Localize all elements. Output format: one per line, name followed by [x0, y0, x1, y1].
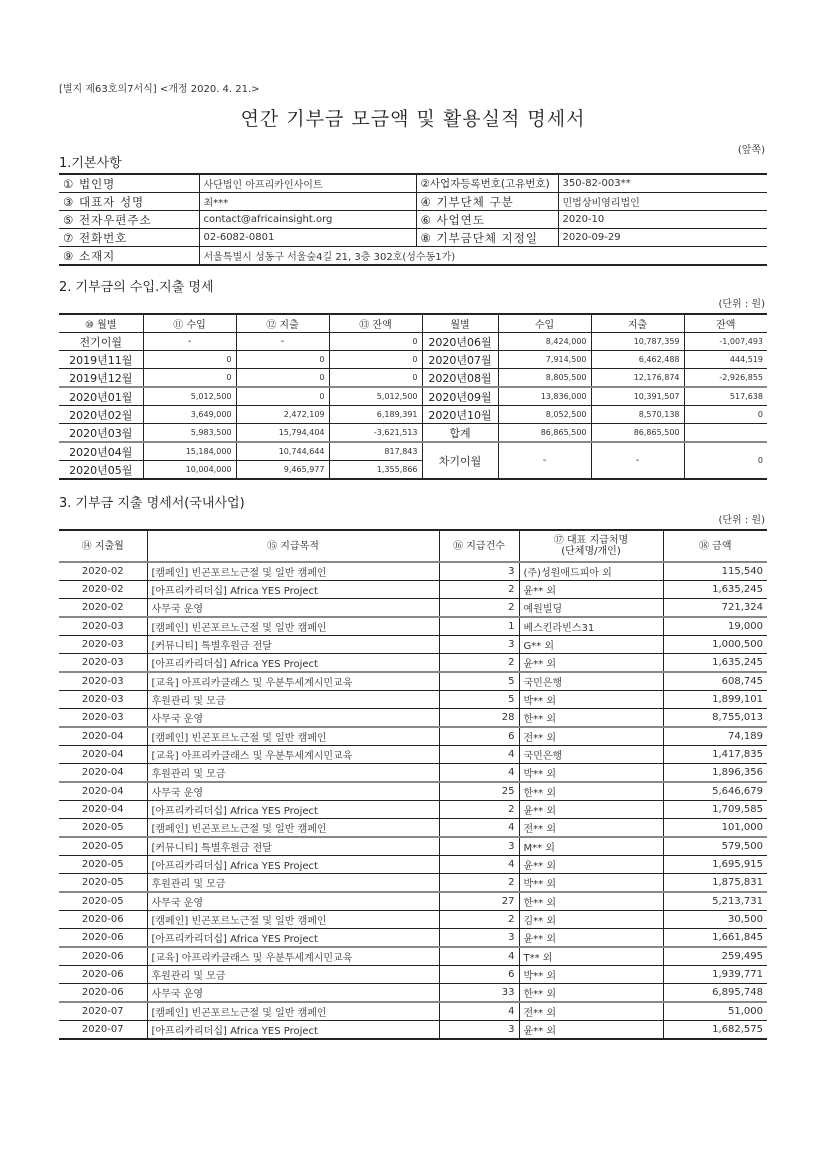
balance-cell: 5,012,500	[329, 387, 422, 406]
purpose-cell: [교육] 아프리카클래스 및 우분투세계시민교육	[147, 947, 439, 966]
purpose-cell: 후원관리 및 모금	[147, 691, 439, 709]
total-expense: 86,865,500	[591, 424, 684, 443]
amount-cell: 115,540	[663, 562, 767, 581]
month-cell: 2020-04	[59, 782, 147, 801]
expense-row	[59, 654, 767, 673]
purpose-cell: 후원관리 및 모금	[147, 966, 439, 984]
expense-cell: 12,176,874	[591, 369, 684, 388]
purpose-cell: [아프리카리더십] Africa YES Project	[147, 929, 439, 948]
expense-cell: 15,794,404	[236, 424, 329, 443]
field-label: ④ 기부단체 구분	[416, 193, 558, 211]
month-cell: 2020년05월	[59, 461, 143, 480]
carryover-balance: 0	[684, 442, 767, 479]
income-cell: 0	[143, 369, 236, 388]
recipient-cell: 윤** 외	[519, 654, 663, 673]
count-cell: 2	[439, 599, 519, 618]
month-cell: 2020-02	[59, 581, 147, 599]
header-recipient	[519, 530, 663, 562]
column-header: 월별	[422, 314, 498, 333]
count-cell: 3	[439, 562, 519, 581]
recipient-cell: 윤** 외	[519, 581, 663, 599]
count-cell: 28	[439, 709, 519, 728]
expense-row	[59, 636, 767, 654]
month-cell: 2020-05	[59, 874, 147, 893]
column-header: ⑪ 수입	[143, 314, 236, 333]
balance-cell: 6,189,391	[329, 406, 422, 424]
amount-cell: 1,635,245	[663, 581, 767, 599]
income-cell: 0	[143, 351, 236, 369]
monthly-row	[59, 369, 767, 388]
field-value: 2020-10	[558, 211, 767, 229]
amount-cell: 1,682,575	[663, 1021, 767, 1040]
field-value: 350-82-003**	[558, 174, 767, 193]
month-cell: 2020-03	[59, 636, 147, 654]
income-cell: 10,004,000	[143, 461, 236, 480]
total-balance	[684, 424, 767, 443]
expense-row	[59, 562, 767, 581]
field-label: ⑥ 사업연도	[416, 211, 558, 229]
count-cell: 3	[439, 837, 519, 856]
expense-row	[59, 764, 767, 783]
header-month: ⑭ 지출월	[59, 530, 147, 562]
count-cell: 4	[439, 947, 519, 966]
purpose-cell: [아프리카리더십] Africa YES Project	[147, 1021, 439, 1040]
month-cell: 전기이월	[59, 333, 143, 351]
month-cell: 2020년07월	[422, 351, 498, 369]
balance-cell: -2,926,855	[684, 369, 767, 388]
amount-cell: 1,899,101	[663, 691, 767, 709]
info-row	[59, 229, 767, 247]
purpose-cell: [교육] 아프리카클래스 및 우분투세계시민교육	[147, 746, 439, 764]
info-row-address	[59, 247, 767, 266]
amount-cell: 6,895,748	[663, 984, 767, 1003]
month-cell: 2020-05	[59, 837, 147, 856]
count-cell: 2	[439, 801, 519, 819]
amount-cell: 1,417,835	[663, 746, 767, 764]
amount-cell: 1,661,845	[663, 929, 767, 948]
purpose-cell: [캠페인] 빈곤포르노근절 및 일반 캠페인	[147, 562, 439, 581]
amount-cell: 1,695,915	[663, 856, 767, 874]
recipient-cell: 전** 외	[519, 819, 663, 838]
month-cell: 2020-03	[59, 672, 147, 691]
field-label: ⑦ 전화번호	[59, 229, 199, 247]
month-cell: 2020년09월	[422, 387, 498, 406]
purpose-cell: 사무국 운영	[147, 599, 439, 618]
count-cell: 2	[439, 874, 519, 893]
expense-cell: 0	[236, 351, 329, 369]
purpose-cell: [커뮤니티] 특별후원금 전달	[147, 837, 439, 856]
count-cell: 4	[439, 856, 519, 874]
expense-row	[59, 947, 767, 966]
purpose-cell: 후원관리 및 모금	[147, 764, 439, 783]
section-basic-info	[59, 155, 767, 266]
month-cell: 2020년02월	[59, 406, 143, 424]
balance-cell: 0	[329, 351, 422, 369]
count-cell: 3	[439, 929, 519, 948]
field-label: ③ 대표자 성명	[59, 193, 199, 211]
income-cell: 8,424,000	[498, 333, 591, 351]
recipient-cell: (주)성원애드피아 외	[519, 562, 663, 581]
recipient-cell: 전** 외	[519, 1002, 663, 1021]
balance-cell: 0	[329, 333, 422, 351]
month-cell: 2020-05	[59, 892, 147, 911]
recipient-cell: 예원빌딩	[519, 599, 663, 618]
expense-row	[59, 819, 767, 838]
balance-cell: 0	[329, 369, 422, 388]
month-cell: 2020-04	[59, 727, 147, 746]
count-cell: 3	[439, 636, 519, 654]
purpose-cell: [아프리카리더십] Africa YES Project	[147, 856, 439, 874]
expense-row	[59, 966, 767, 984]
amount-cell: 19,000	[663, 617, 767, 636]
count-cell: 25	[439, 782, 519, 801]
month-cell: 2020-06	[59, 947, 147, 966]
column-header: 수입	[498, 314, 591, 333]
column-header: 지출	[591, 314, 684, 333]
document-title: 연간 기부금 모금액 및 활용실적 명세서	[240, 108, 586, 130]
count-cell: 33	[439, 984, 519, 1003]
expense-row	[59, 691, 767, 709]
header-count: ⑯ 지급건수	[439, 530, 519, 562]
month-cell: 2020-06	[59, 984, 147, 1003]
expense-row	[59, 892, 767, 911]
month-cell: 2020-05	[59, 856, 147, 874]
recipient-cell: T** 외	[519, 947, 663, 966]
column-header: 잔액	[684, 314, 767, 333]
count-cell: 6	[439, 727, 519, 746]
field-value: 서울특별시 성동구 서울숲4길 21, 3층 302호(성수동1가)	[199, 247, 767, 266]
expense-cell: 10,391,507	[591, 387, 684, 406]
expense-row	[59, 837, 767, 856]
amount-cell: 51,000	[663, 1002, 767, 1021]
purpose-cell: [캠페인] 빈곤포르노근절 및 일반 캠페인	[147, 911, 439, 929]
recipient-cell: 김** 외	[519, 911, 663, 929]
recipient-cell: M** 외	[519, 837, 663, 856]
header-amount: ⑱ 금액	[663, 530, 767, 562]
amount-cell: 579,500	[663, 837, 767, 856]
amount-cell: 1,875,831	[663, 874, 767, 893]
unit-label: (단위 : 원)	[718, 515, 765, 526]
expense-row	[59, 746, 767, 764]
expense-cell: 10,744,644	[236, 442, 329, 461]
expense-row	[59, 617, 767, 636]
info-row	[59, 174, 767, 193]
month-cell: 2020-04	[59, 746, 147, 764]
expense-cell: 2,472,109	[236, 406, 329, 424]
expense-row	[59, 581, 767, 599]
total-label: 합계	[422, 424, 498, 443]
expense-cell: 6,462,488	[591, 351, 684, 369]
amount-cell: 1,000,500	[663, 636, 767, 654]
section-title: 2. 기부금의 수입.지출 명세	[59, 280, 214, 295]
month-cell: 2020년01월	[59, 387, 143, 406]
table-header-row	[59, 314, 767, 333]
carryover-label: 차기이월	[422, 442, 498, 479]
section-expense-details	[59, 495, 767, 1040]
recipient-cell: 박** 외	[519, 691, 663, 709]
field-value: 2020-09-29	[558, 229, 767, 247]
month-cell: 2020-02	[59, 562, 147, 581]
recipient-cell: 윤** 외	[519, 856, 663, 874]
expense-row	[59, 709, 767, 728]
month-cell: 2020-06	[59, 911, 147, 929]
month-cell: 2020년04월	[59, 442, 143, 461]
unit-label: (단위 : 원)	[718, 299, 765, 310]
total-income: 86,865,500	[498, 424, 591, 443]
column-header: ⑬ 잔액	[329, 314, 422, 333]
count-cell: 4	[439, 819, 519, 838]
count-cell: 1	[439, 617, 519, 636]
expense-cell: 10,787,359	[591, 333, 684, 351]
recipient-cell: 한** 외	[519, 892, 663, 911]
header-recipient-line1: ⑰ 대표 지급처명	[553, 535, 629, 546]
carryover-income: -	[498, 442, 591, 479]
purpose-cell: [아프리카리더십] Africa YES Project	[147, 801, 439, 819]
count-cell: 2	[439, 581, 519, 599]
recipient-cell: 베스킨라빈스31	[519, 617, 663, 636]
count-cell: 27	[439, 892, 519, 911]
month-cell: 2020-02	[59, 599, 147, 618]
recipient-cell: 박** 외	[519, 764, 663, 783]
field-value: contact@africainsight.org	[199, 211, 416, 229]
monthly-row	[59, 387, 767, 406]
month-cell: 2020년06월	[422, 333, 498, 351]
month-cell: 2020년10월	[422, 406, 498, 424]
purpose-cell: [교육] 아프리카클래스 및 우분투세계시민교육	[147, 672, 439, 691]
purpose-cell: [캠페인] 빈곤포르노근절 및 일반 캠페인	[147, 819, 439, 838]
amount-cell: 1,635,245	[663, 654, 767, 673]
header-recipient-line2: (단체명/개인)	[561, 546, 621, 557]
month-cell: 2020년08월	[422, 369, 498, 388]
amount-cell: 608,745	[663, 672, 767, 691]
amount-cell: 1,896,356	[663, 764, 767, 783]
expense-row	[59, 672, 767, 691]
amount-cell: 1,709,585	[663, 801, 767, 819]
expense-cell: 9,465,977	[236, 461, 329, 480]
purpose-cell: [아프리카리더십] Africa YES Project	[147, 654, 439, 673]
income-cell: 3,649,000	[143, 406, 236, 424]
monthly-row	[59, 333, 767, 351]
expense-details-table	[59, 529, 767, 1040]
income-cell: 13,836,000	[498, 387, 591, 406]
field-label: ②사업자등록번호(고유번호)	[416, 174, 558, 193]
count-cell: 2	[439, 654, 519, 673]
field-value: 사단법인 아프리카인사이트	[199, 174, 416, 193]
balance-cell: 0	[684, 406, 767, 424]
amount-cell: 74,189	[663, 727, 767, 746]
purpose-cell: 사무국 운영	[147, 709, 439, 728]
carryover-expense: -	[591, 442, 684, 479]
purpose-cell: [아프리카리더십] Africa YES Project	[147, 581, 439, 599]
expense-cell: 8,570,138	[591, 406, 684, 424]
recipient-cell: 한** 외	[519, 782, 663, 801]
amount-cell: 259,495	[663, 947, 767, 966]
monthly-row	[59, 442, 767, 461]
expense-cell: -	[236, 333, 329, 351]
field-value: 민법상비영리법인	[558, 193, 767, 211]
income-cell: 15,184,000	[143, 442, 236, 461]
expense-row	[59, 801, 767, 819]
count-cell: 2	[439, 911, 519, 929]
expense-cell: 0	[236, 369, 329, 388]
month-cell: 2020-06	[59, 966, 147, 984]
monthly-row	[59, 406, 767, 424]
expense-row	[59, 984, 767, 1003]
income-cell: -	[143, 333, 236, 351]
count-cell: 4	[439, 746, 519, 764]
recipient-cell: 국민은행	[519, 672, 663, 691]
amount-cell: 5,213,731	[663, 892, 767, 911]
field-value: 02-6082-0801	[199, 229, 416, 247]
income-cell: 5,012,500	[143, 387, 236, 406]
table-header-row	[59, 530, 767, 562]
count-cell: 3	[439, 1021, 519, 1040]
recipient-cell: G** 외	[519, 636, 663, 654]
purpose-cell: [캠페인] 빈곤포르노근절 및 일반 캠페인	[147, 617, 439, 636]
field-label: ⑤ 전자우편주소	[59, 211, 199, 229]
expense-row	[59, 929, 767, 948]
month-cell: 2019년11월	[59, 351, 143, 369]
recipient-cell: 한** 외	[519, 709, 663, 728]
field-label: ① 법인명	[59, 174, 199, 193]
recipient-cell: 국민은행	[519, 746, 663, 764]
balance-cell: 1,355,866	[329, 461, 422, 480]
count-cell: 5	[439, 672, 519, 691]
count-cell: 6	[439, 966, 519, 984]
recipient-cell: 윤** 외	[519, 801, 663, 819]
expense-row	[59, 911, 767, 929]
purpose-cell: 후원관리 및 모금	[147, 874, 439, 893]
section-title: 1.기본사항	[59, 156, 122, 171]
income-cell: 7,914,500	[498, 351, 591, 369]
field-label: ⑧ 기부금단체 지정일	[416, 229, 558, 247]
recipient-cell: 전** 외	[519, 727, 663, 746]
purpose-cell: [캠페인] 빈곤포르노근절 및 일반 캠페인	[147, 1002, 439, 1021]
month-cell: 2020-03	[59, 691, 147, 709]
expense-row	[59, 727, 767, 746]
balance-cell: -3,621,513	[329, 424, 422, 443]
month-cell: 2020-04	[59, 801, 147, 819]
recipient-cell: 윤** 외	[519, 1021, 663, 1040]
month-cell: 2020-07	[59, 1021, 147, 1040]
purpose-cell: 사무국 운영	[147, 984, 439, 1003]
purpose-cell: 사무국 운영	[147, 782, 439, 801]
count-cell: 5	[439, 691, 519, 709]
purpose-cell: 사무국 운영	[147, 892, 439, 911]
recipient-cell: 윤** 외	[519, 929, 663, 948]
balance-cell: 444,519	[684, 351, 767, 369]
expense-row	[59, 782, 767, 801]
field-label: ⑨ 소재지	[59, 247, 199, 266]
amount-cell: 721,324	[663, 599, 767, 618]
month-cell: 2020-04	[59, 764, 147, 783]
income-expense-table	[59, 313, 767, 480]
expense-cell: 0	[236, 387, 329, 406]
page-side-label: (앞쪽)	[737, 145, 765, 156]
form-reference: [별지 제63호의7서식] <개정 2020. 4. 21.>	[59, 84, 260, 95]
income-cell: 8,805,500	[498, 369, 591, 388]
column-header: ⑫ 지출	[236, 314, 329, 333]
month-cell: 2020-05	[59, 819, 147, 838]
month-cell: 2020-03	[59, 709, 147, 728]
purpose-cell: [커뮤니티] 특별후원금 전달	[147, 636, 439, 654]
recipient-cell: 박** 외	[519, 874, 663, 893]
info-row	[59, 193, 767, 211]
balance-cell: 517,638	[684, 387, 767, 406]
amount-cell: 30,500	[663, 911, 767, 929]
field-value: 최***	[199, 193, 416, 211]
column-header: ⑩ 월별	[59, 314, 143, 333]
expense-row	[59, 1021, 767, 1040]
expense-row	[59, 856, 767, 874]
balance-cell: 817,843	[329, 442, 422, 461]
month-cell: 2020-07	[59, 1002, 147, 1021]
section-title: 3. 기부금 지출 명세서(국내사업)	[59, 496, 245, 511]
amount-cell: 5,646,679	[663, 782, 767, 801]
amount-cell: 101,000	[663, 819, 767, 838]
month-cell: 2019년12월	[59, 369, 143, 388]
basic-info-table	[59, 173, 767, 266]
monthly-row	[59, 351, 767, 369]
month-cell: 2020년03월	[59, 424, 143, 443]
month-cell: 2020-03	[59, 617, 147, 636]
recipient-cell: 한** 외	[519, 984, 663, 1003]
expense-row	[59, 874, 767, 893]
balance-cell: -1,007,493	[684, 333, 767, 351]
purpose-cell: [캠페인] 빈곤포르노근절 및 일반 캠페인	[147, 727, 439, 746]
monthly-row	[59, 424, 767, 443]
expense-row	[59, 599, 767, 618]
header-purpose: ⑮ 지급목적	[147, 530, 439, 562]
income-cell: 5,983,500	[143, 424, 236, 443]
expense-row	[59, 1002, 767, 1021]
section-income-expense	[59, 279, 767, 480]
count-cell: 4	[439, 1002, 519, 1021]
income-cell: 8,052,500	[498, 406, 591, 424]
amount-cell: 1,939,771	[663, 966, 767, 984]
info-row	[59, 211, 767, 229]
count-cell: 4	[439, 764, 519, 783]
month-cell: 2020-03	[59, 654, 147, 673]
recipient-cell: 박** 외	[519, 966, 663, 984]
month-cell: 2020-06	[59, 929, 147, 948]
amount-cell: 8,755,013	[663, 709, 767, 728]
